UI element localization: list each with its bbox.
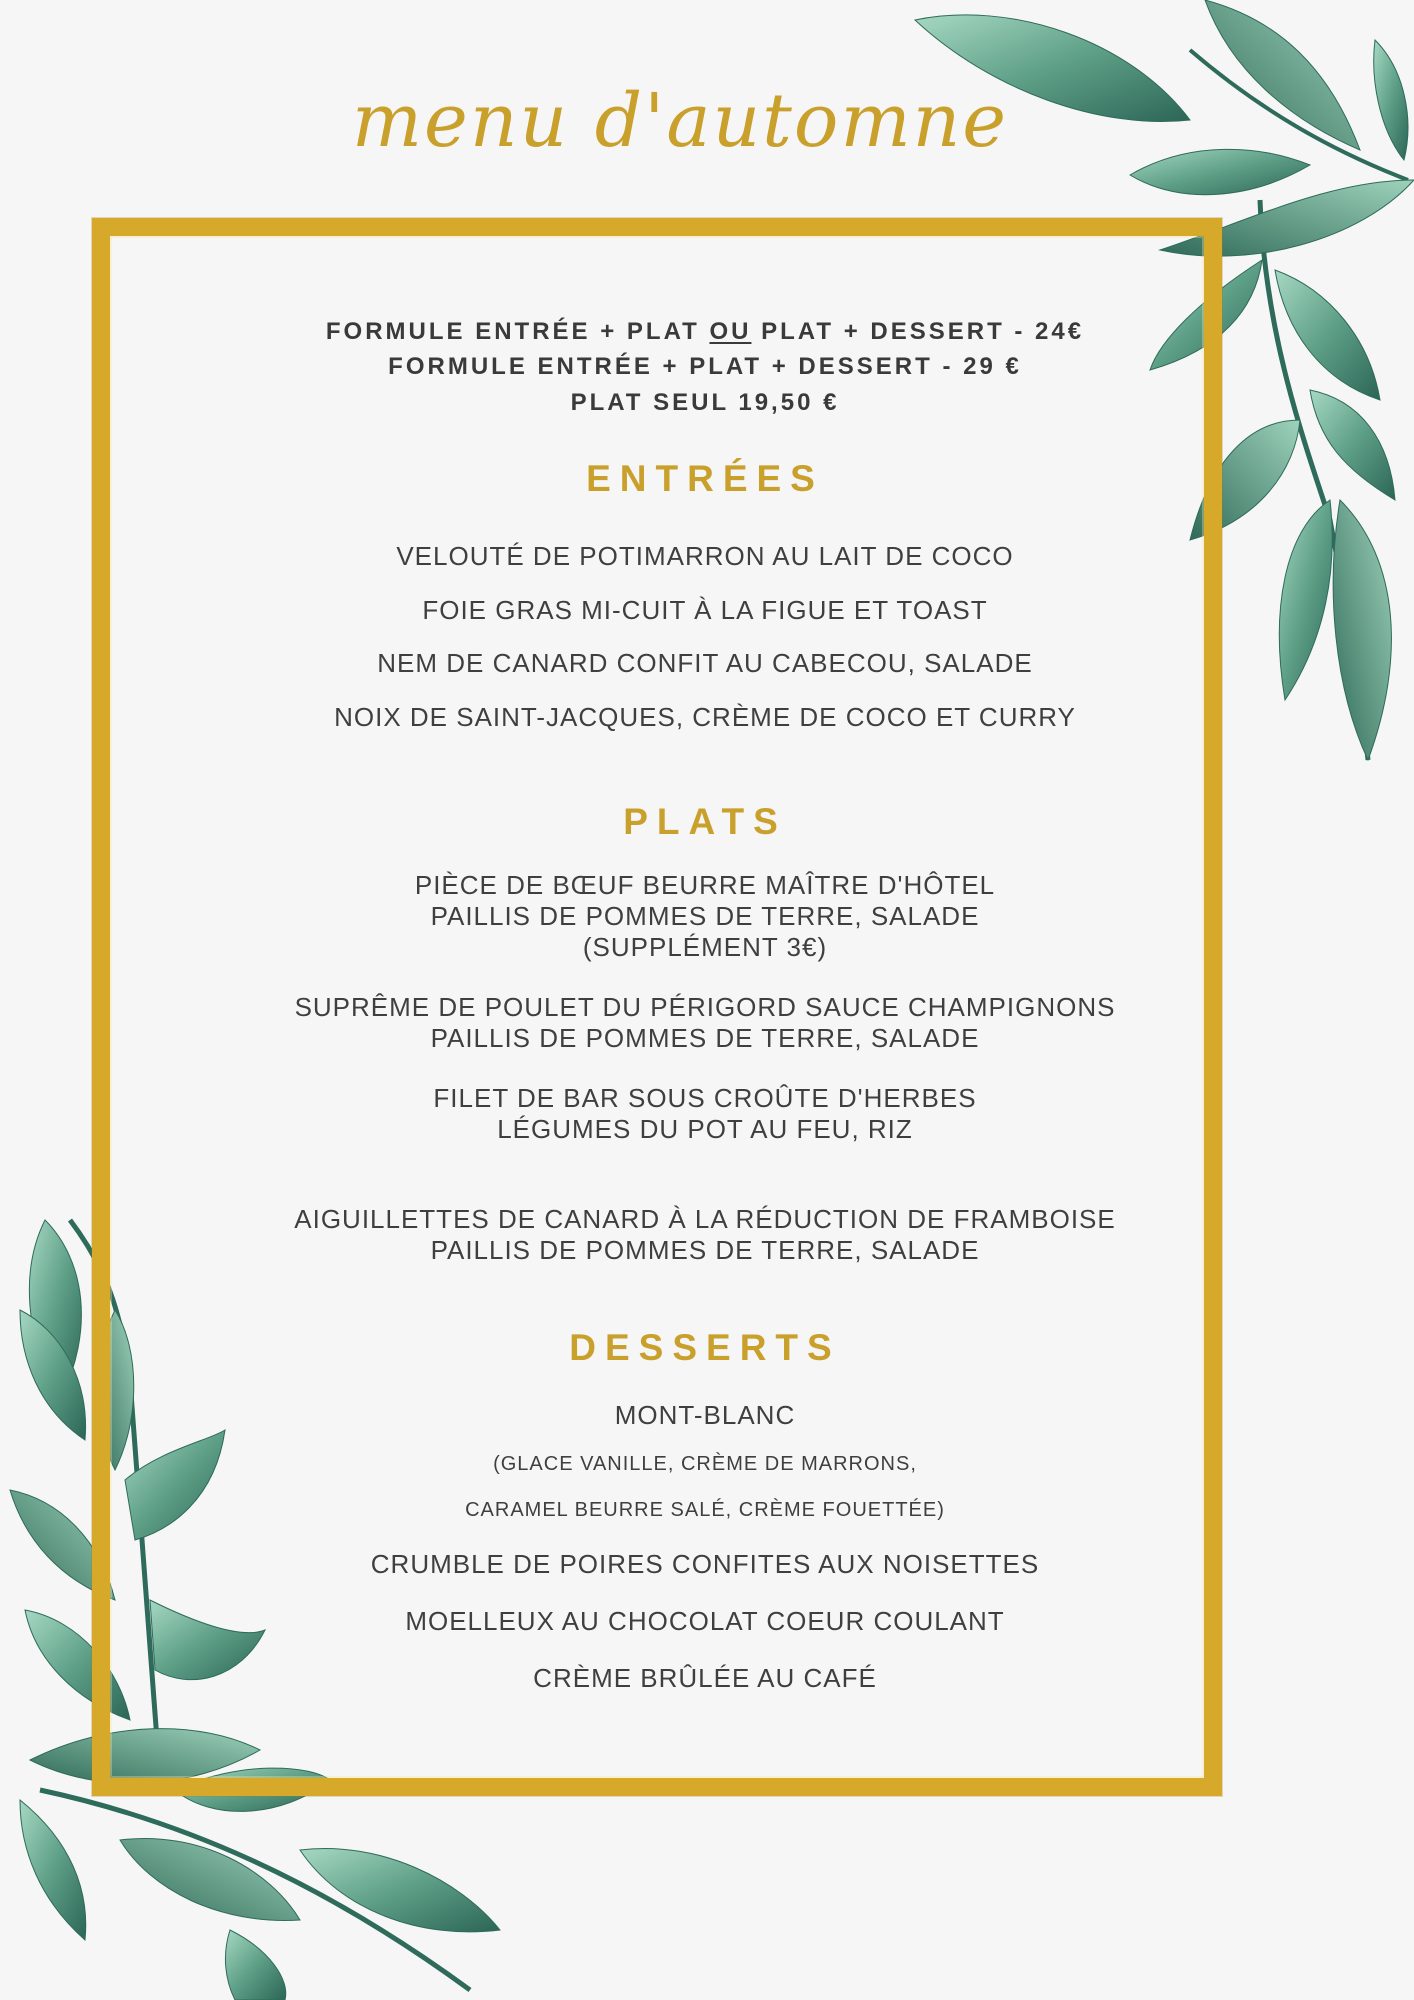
- section-heading-entrees: ENTRÉES: [586, 458, 824, 499]
- plat-item-name: AIGUILLETTES DE CANARD À LA RÉDUCTION DE FRAMBOISE: [294, 1204, 1116, 1234]
- plat-item-side: PAILLIS DE POMMES DE TERRE, SALADE: [430, 1023, 980, 1053]
- plat-item-side: PAILLIS DE POMMES DE TERRE, SALADE: [430, 901, 980, 931]
- menu-title: menu d'automne: [351, 78, 1009, 164]
- plat-item-extra: (SUPPLÉMENT 3€): [582, 932, 828, 962]
- formula-line-2: FORMULE ENTRÉE + PLAT + DESSERT - 29 €: [388, 353, 1022, 380]
- plat-item-side: PAILLIS DE POMMES DE TERRE, SALADE: [430, 1235, 980, 1265]
- formula-part-2: PLAT + DESSERT - 24€: [761, 318, 1085, 345]
- entree-item: FOIE GRAS MI-CUIT À LA FIGUE ET TOAST: [422, 595, 988, 625]
- dessert-item-name: CRÈME BRÛLÉE AU CAFÉ: [533, 1663, 877, 1693]
- plat-item-side: LÉGUMES DU POT AU FEU, RIZ: [497, 1114, 913, 1144]
- entree-item: NOIX DE SAINT-JACQUES, CRÈME DE COCO ET CURRY: [334, 702, 1076, 732]
- plat-item-name: PIÈCE DE BŒUF BEURRE MAÎTRE D'HÔTEL: [414, 870, 996, 900]
- formula-part-1: FORMULE ENTRÉE + PLAT: [325, 318, 700, 345]
- dessert-item-note: CARAMEL BEURRE SALÉ, CRÈME FOUETTÉE): [465, 1499, 945, 1521]
- plat-item-name: FILET DE BAR SOUS CROÛTE D'HERBES: [433, 1083, 977, 1113]
- plat-item-name: SUPRÊME DE POULET DU PÉRIGORD SAUCE CHAMPIGNONS: [294, 992, 1116, 1022]
- section-heading-plats: PLATS: [623, 801, 787, 842]
- dessert-item-name: MONT-BLANC: [614, 1400, 796, 1430]
- section-heading-desserts: DESSERTS: [569, 1327, 841, 1368]
- dessert-item-name: CRUMBLE DE POIRES CONFITES AUX NOISETTES: [370, 1549, 1040, 1579]
- dessert-item-note: (GLACE VANILLE, CRÈME DE MARRONS,: [493, 1453, 917, 1475]
- dessert-item-name: MOELLEUX AU CHOCOLAT COEUR COULANT: [405, 1606, 1005, 1636]
- formula-ou: OU: [709, 318, 752, 345]
- formula-line-1: [190, 318, 1220, 346]
- entree-item: VELOUTÉ DE POTIMARRON AU LAIT DE COCO: [396, 541, 1014, 571]
- formula-line-3: PLAT SEUL 19,50 €: [570, 389, 840, 416]
- entree-item: NEM DE CANARD CONFIT AU CABECOU, SALADE: [377, 648, 1033, 678]
